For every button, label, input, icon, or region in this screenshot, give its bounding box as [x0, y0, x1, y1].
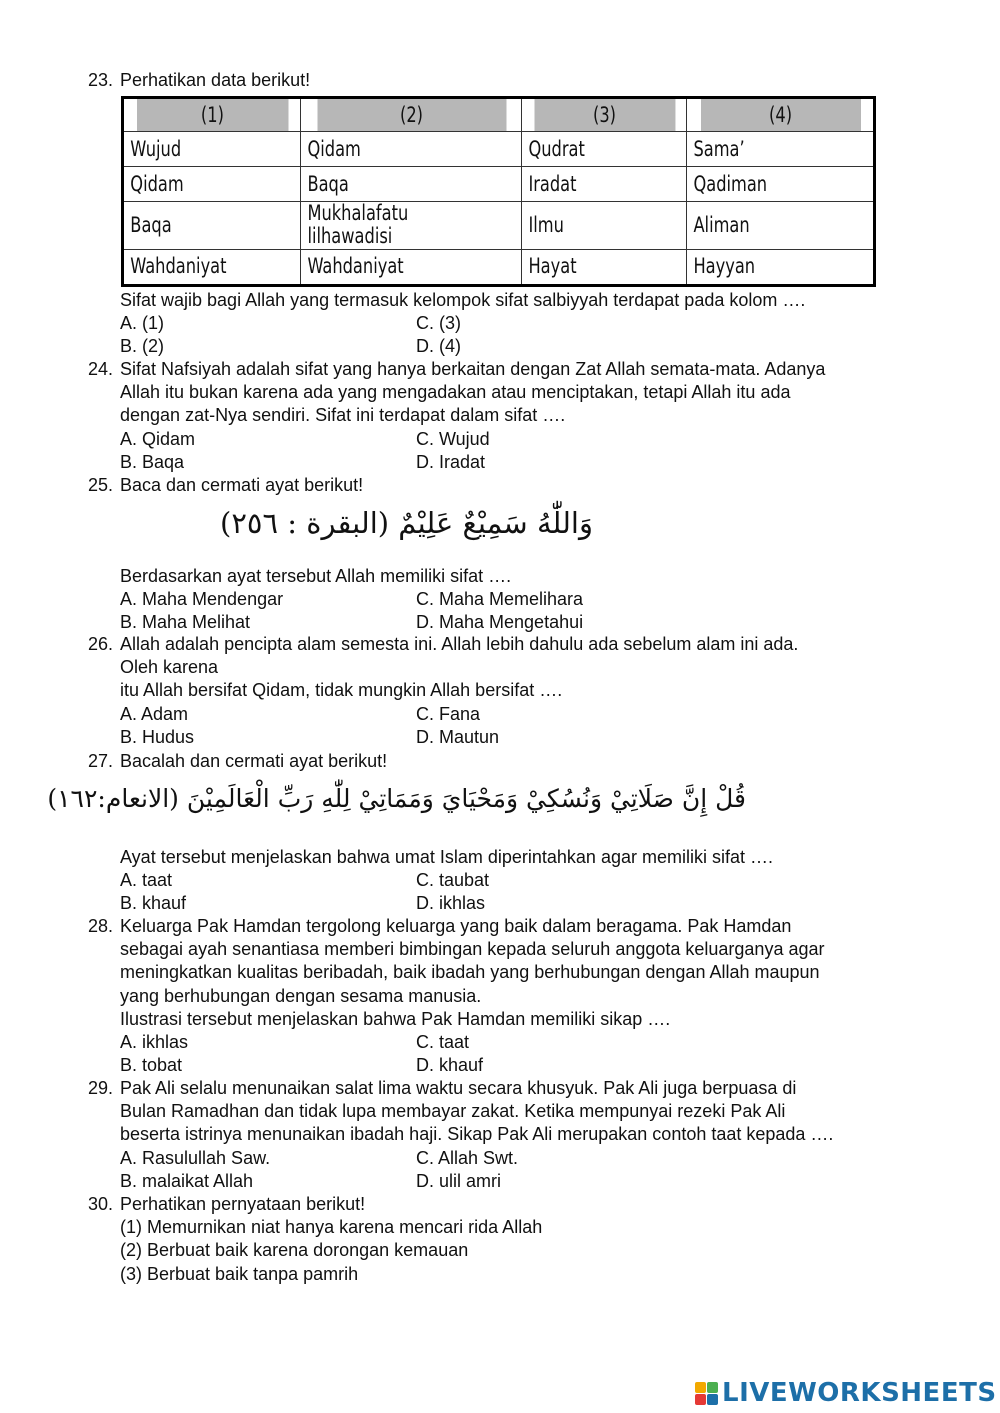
- table-cell: Qidam: [301, 132, 491, 167]
- question-line: Pak Ali selalu menunaikan salat lima waktu secara khusyuk. Pak Ali juga berpuasa di: [120, 1078, 797, 1098]
- header-cell: (2): [316, 98, 506, 132]
- table-cell: Wujud: [123, 132, 276, 167]
- question-line: Allah adalah pencipta alam semesta ini. Allah lebih dahulu ada sebelum alam ini ada.: [120, 634, 799, 654]
- logo-square: [707, 1394, 718, 1405]
- option-b[interactable]: B. Hudus: [120, 726, 195, 747]
- table-row: [123, 132, 875, 167]
- question-line: sebagai ayah senantiasa memberi bimbingan kepada seluruh anggota keluarganya agar: [120, 939, 825, 960]
- table-row: [123, 167, 875, 202]
- header-cell: (1): [135, 98, 288, 132]
- question-number: 30.: [88, 1194, 114, 1214]
- question-line: Allah itu bukan karena ada yang mengadakan atau menciptakan, tetapi Allah itu ada: [120, 382, 791, 403]
- question-25: [88, 474, 938, 549]
- sifat-table: [121, 96, 876, 286]
- question-number: 28.: [88, 916, 114, 936]
- table-cell: Ilmu: [522, 202, 664, 249]
- question-27: [47, 750, 938, 825]
- logo-square: [695, 1394, 706, 1405]
- table-cell: Aliman: [687, 202, 849, 249]
- option-c[interactable]: C. (3): [416, 313, 461, 334]
- question-line: meningkatkan kualitas beribadah, baik ibadah yang berhubungan dengan Allah maupun: [120, 962, 820, 983]
- option-c[interactable]: C. taubat: [416, 870, 490, 891]
- logo-square: [707, 1382, 718, 1393]
- option-d[interactable]: D. ikhlas: [416, 893, 486, 914]
- option-a[interactable]: A. ikhlas: [120, 1032, 189, 1053]
- question-number: 23.: [88, 70, 114, 90]
- prompt: Bacalah dan cermati ayat berikut!: [120, 751, 388, 771]
- option-b[interactable]: B. khauf: [120, 893, 187, 914]
- options: [120, 1031, 938, 1077]
- option-a[interactable]: A. taat: [120, 870, 173, 891]
- question-line: dengan zat-Nya sendiri. Sifat ini terdapat dalam sifat ….: [120, 405, 566, 426]
- question-27-stem: [88, 846, 938, 916]
- option-c[interactable]: C. taat: [416, 1032, 470, 1053]
- option-a[interactable]: A. Qidam: [120, 428, 196, 449]
- ayat-image: قُلْ إِنَّ صَلَاتِيْ وَنُسُكِيْ وَمَحْيَايَ وَمَمَاتِيْ لِلّٰهِ رَبِّ الْعَالَمِيْنَ (الانعام:١٦٢): [47, 784, 746, 814]
- question-number: 29.: [88, 1078, 114, 1098]
- table-cell: Qudrat: [522, 132, 664, 167]
- options: [120, 703, 938, 749]
- options: [120, 588, 938, 634]
- question-26: [88, 633, 938, 749]
- option-a[interactable]: A. Maha Mendengar: [120, 589, 284, 610]
- options: [120, 312, 938, 358]
- question-line: beserta istrinya menunaikan ibadah haji. Sikap Pak Ali merupakan contoh taat kepada ….: [120, 1124, 834, 1145]
- header-cell: (3): [533, 98, 675, 132]
- table-cell: Baqa: [123, 202, 276, 249]
- table-cell: Mukhalafatu lilhawadisi: [301, 202, 491, 249]
- table-cell: Hayyan: [687, 249, 849, 285]
- question-stem: Sifat wajib bagi Allah yang termasuk kelompok sifat salbiyyah terdapat pada kolom ….: [120, 290, 806, 310]
- option-d[interactable]: D. Iradat: [416, 451, 486, 472]
- option-d[interactable]: D. khauf: [416, 1055, 484, 1076]
- question-25-stem: [88, 565, 938, 635]
- option-c[interactable]: C. Wujud: [416, 428, 490, 449]
- question-stem: Berdasarkan ayat tersebut Allah memiliki sifat ….: [120, 566, 512, 586]
- option-a[interactable]: A. (1): [120, 313, 165, 334]
- question-line: itu Allah bersifat Qidam, tidak mungkin Allah bersifat ….: [120, 680, 563, 701]
- prompt: Perhatikan pernyataan berikut!: [120, 1194, 366, 1214]
- option-d[interactable]: D. (4): [416, 336, 461, 357]
- options: [120, 1147, 938, 1193]
- question-line: yang berhubungan dengan sesama manusia.: [120, 985, 482, 1006]
- statement-1: (1) Memurnikan niat hanya karena mencari rida Allah: [120, 1217, 543, 1238]
- option-a[interactable]: A. Adam: [120, 703, 189, 724]
- logo-text: LIVEWORKSHEETS: [722, 1378, 997, 1408]
- question-number: 24.: [88, 359, 114, 379]
- liveworksheets-logo-icon: [695, 1382, 718, 1405]
- table-cell: Iradat: [522, 167, 664, 202]
- table-header-row: [123, 98, 875, 132]
- table-cell: Baqa: [301, 167, 491, 202]
- option-b[interactable]: B. (2): [120, 336, 165, 357]
- option-b[interactable]: B. tobat: [120, 1055, 183, 1076]
- table-cell: Wahdaniyat: [123, 249, 276, 285]
- options: [120, 428, 938, 474]
- table-cell: Qidam: [123, 167, 276, 202]
- option-c[interactable]: C. Fana: [416, 703, 481, 724]
- option-b[interactable]: B. Baqa: [120, 451, 185, 472]
- question-23-stem: [88, 289, 938, 359]
- option-a[interactable]: A. Rasulullah Saw.: [120, 1147, 271, 1168]
- question-number: 27.: [88, 751, 114, 771]
- option-d[interactable]: D. Maha Mengetahui: [416, 612, 584, 633]
- question-line: Ilustrasi tersebut menjelaskan bahwa Pak Hamdan memiliki sikap ….: [120, 1008, 671, 1029]
- option-c[interactable]: C. Maha Memelihara: [416, 589, 584, 610]
- header-cell: (4): [700, 98, 862, 132]
- question-stem: Ayat tersebut menjelaskan bahwa umat Islam diperintahkan agar memiliki sifat ….: [120, 847, 773, 867]
- question-line: Bulan Ramadhan dan tidak lupa membayar zakat. Ketika mempunyai rezeki Pak Ali: [120, 1101, 786, 1122]
- option-c[interactable]: C. Allah Swt.: [416, 1147, 519, 1168]
- question-number: 26.: [88, 634, 114, 654]
- table-row: [123, 202, 875, 249]
- option-b[interactable]: B. Maha Melihat: [120, 612, 251, 633]
- statement-2: (2) Berbuat baik karena dorongan kemauan: [120, 1240, 469, 1261]
- option-d[interactable]: D. ulil amri: [416, 1170, 502, 1191]
- table-cell: Sama’: [687, 132, 849, 167]
- question-line: Oleh karena: [120, 657, 219, 678]
- liveworksheets-logo[interactable]: [695, 1378, 997, 1408]
- ayat-image: وَاللّٰهُ سَمِيْعٌ عَلِيْمٌ (البقرة : ٢٥٦): [220, 506, 593, 541]
- table-row: [123, 249, 875, 285]
- question-line: Sifat Nafsiyah adalah sifat yang hanya berkaitan dengan Zat Allah semata-mata. Adanya: [120, 359, 826, 379]
- question-29: [88, 1077, 938, 1193]
- table-cell: Hayat: [522, 249, 664, 285]
- question-number: 25.: [88, 475, 114, 495]
- question-24: [88, 358, 938, 474]
- option-b[interactable]: B. malaikat Allah: [120, 1170, 254, 1191]
- table-cell: Qadiman: [687, 167, 849, 202]
- logo-square: [695, 1382, 706, 1393]
- question-28: [88, 915, 938, 1077]
- prompt: Baca dan cermati ayat berikut!: [120, 475, 364, 495]
- table-cell: Wahdaniyat: [301, 249, 491, 285]
- prompt: Perhatikan data berikut!: [120, 70, 311, 90]
- option-d[interactable]: D. Mautun: [416, 726, 500, 747]
- statement-3: (3) Berbuat baik tanpa pamrih: [120, 1263, 359, 1284]
- question-23: [88, 69, 938, 287]
- question-30: [88, 1193, 938, 1286]
- question-line: Keluarga Pak Hamdan tergolong keluarga yang baik dalam beragama. Pak Hamdan: [120, 916, 792, 936]
- options: [120, 869, 938, 915]
